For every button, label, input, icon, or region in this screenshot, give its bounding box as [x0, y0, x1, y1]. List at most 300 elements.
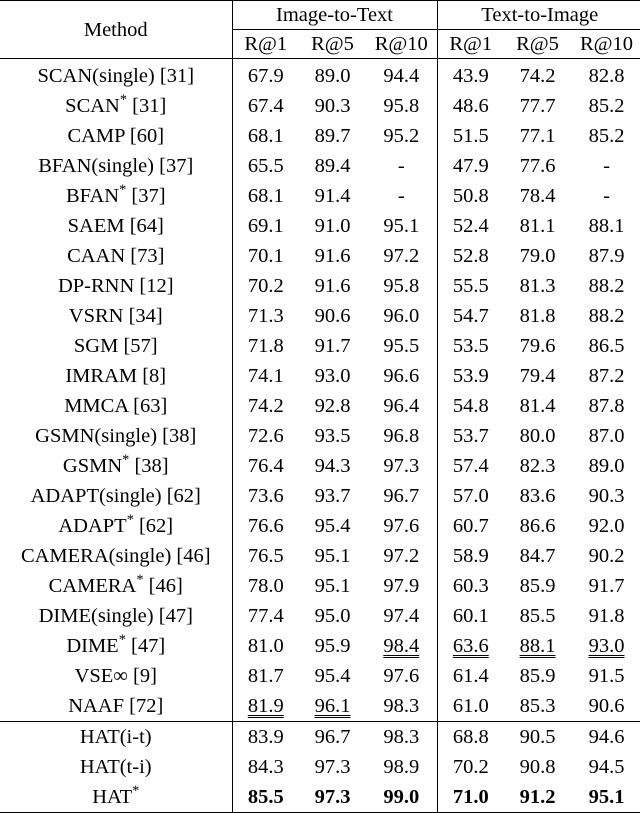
value-cell — [571, 331, 640, 361]
value-text: 74.2 — [519, 65, 556, 87]
method-cell: HAT(t-i) — [0, 752, 232, 782]
value-cell — [437, 91, 504, 121]
value-text: 78.0 — [247, 575, 284, 597]
value-cell — [571, 752, 640, 782]
value-cell — [504, 301, 571, 331]
value-text: 70.2 — [452, 756, 489, 778]
value-text: 87.9 — [588, 245, 625, 267]
value-text: 82.3 — [519, 455, 556, 477]
method-header: Method — [0, 1, 232, 59]
value-cell — [366, 421, 437, 451]
table-row — [0, 91, 640, 121]
value-text: 97.6 — [383, 515, 420, 537]
value-cell — [571, 391, 640, 421]
metric-header: R@10 — [366, 30, 437, 59]
method-cell: DIME(single) [47] — [0, 601, 232, 631]
value-text: 72.6 — [247, 425, 284, 447]
table-row — [0, 331, 640, 361]
value-text: 43.9 — [452, 65, 489, 87]
value-cell — [299, 181, 366, 211]
value-cell — [232, 211, 299, 241]
value-text: 52.4 — [452, 215, 489, 237]
method-cell: BFAN(single) [37] — [0, 151, 232, 181]
value-text: 67.9 — [247, 65, 284, 87]
value-cell — [366, 391, 437, 421]
value-text: 95.4 — [314, 515, 351, 537]
value-cell — [571, 541, 640, 571]
table-row — [0, 181, 640, 211]
value-cell — [366, 782, 437, 813]
value-cell — [299, 391, 366, 421]
value-cell — [571, 661, 640, 691]
method-cell: SCAN(single) [31] — [0, 59, 232, 92]
value-text: 81.0 — [247, 635, 284, 657]
method-cell: CAAN [73] — [0, 241, 232, 271]
value-text: 93.7 — [314, 485, 351, 507]
value-cell — [437, 451, 504, 481]
value-text: 85.2 — [588, 125, 625, 147]
value-text: 90.8 — [519, 756, 556, 778]
value-cell — [571, 59, 640, 92]
value-text: 91.8 — [588, 605, 625, 627]
value-cell — [366, 451, 437, 481]
value-text: 77.7 — [519, 95, 556, 117]
value-cell — [504, 391, 571, 421]
method-cell: GSMN(single) [38] — [0, 421, 232, 451]
value-text: 60.3 — [452, 575, 489, 597]
method-cell: VSRN [34] — [0, 301, 232, 331]
value-cell — [232, 301, 299, 331]
method-cell: HAT(i-t) — [0, 722, 232, 753]
value-text: 97.2 — [383, 245, 420, 267]
value-cell — [366, 271, 437, 301]
metric-header: R@5 — [504, 30, 571, 59]
method-cell: CAMP [60] — [0, 121, 232, 151]
metric-header: R@10 — [571, 30, 640, 59]
value-cell — [299, 331, 366, 361]
value-text: 90.6 — [314, 305, 351, 327]
table-row — [0, 571, 640, 601]
value-cell — [366, 691, 437, 722]
value-text: 96.7 — [314, 726, 351, 748]
value-text: 95.0 — [314, 605, 351, 627]
value-text: 95.8 — [383, 275, 420, 297]
method-cell: DP-RNN [12] — [0, 271, 232, 301]
value-text: 79.0 — [519, 245, 556, 267]
value-cell — [571, 361, 640, 391]
method-cell: DIME* [47] — [0, 631, 232, 661]
value-text: 81.1 — [519, 215, 556, 237]
value-cell — [437, 211, 504, 241]
value-cell — [299, 241, 366, 271]
value-cell — [366, 481, 437, 511]
value-cell — [504, 271, 571, 301]
value-cell — [571, 481, 640, 511]
value-cell — [232, 752, 299, 782]
value-cell — [299, 151, 366, 181]
value-cell — [232, 451, 299, 481]
value-text: 70.2 — [247, 275, 284, 297]
value-text: 53.7 — [452, 425, 489, 447]
value-text: 77.6 — [519, 155, 556, 177]
value-text: 53.9 — [452, 365, 489, 387]
value-cell — [366, 151, 437, 181]
value-cell — [437, 271, 504, 301]
value-text: 86.5 — [588, 335, 625, 357]
value-cell — [366, 661, 437, 691]
value-text: 67.4 — [247, 95, 284, 117]
value-cell — [437, 691, 504, 722]
value-cell — [504, 691, 571, 722]
value-text: 91.6 — [314, 245, 351, 267]
value-cell — [232, 91, 299, 121]
value-cell — [232, 722, 299, 753]
value-cell — [504, 59, 571, 92]
value-text: 80.0 — [519, 425, 556, 447]
value-cell — [299, 691, 366, 722]
value-text: 95.9 — [314, 635, 351, 657]
value-text: 95.4 — [314, 665, 351, 687]
value-text: - — [397, 155, 405, 177]
value-cell — [366, 752, 437, 782]
value-cell — [299, 451, 366, 481]
value-cell — [504, 782, 571, 813]
value-cell — [571, 151, 640, 181]
value-text: 96.0 — [383, 305, 420, 327]
value-cell — [504, 331, 571, 361]
value-text: 88.2 — [588, 305, 625, 327]
value-text: 94.3 — [314, 455, 351, 477]
value-text: 96.4 — [383, 395, 420, 417]
value-cell — [504, 151, 571, 181]
value-text: - — [397, 185, 405, 207]
table-row — [0, 301, 640, 331]
value-text: 91.4 — [314, 185, 351, 207]
value-cell — [437, 181, 504, 211]
value-text: 71.0 — [452, 786, 489, 808]
value-text: 90.3 — [314, 95, 351, 117]
metric-header: R@1 — [232, 30, 299, 59]
value-text: 96.1 — [314, 695, 351, 717]
value-cell — [232, 241, 299, 271]
value-cell — [232, 151, 299, 181]
table-row — [0, 59, 640, 92]
value-cell — [437, 121, 504, 151]
value-text: 76.5 — [247, 545, 284, 567]
table-row — [0, 722, 640, 753]
value-text: - — [603, 155, 610, 177]
metric-header: R@5 — [299, 30, 366, 59]
value-text: 91.2 — [519, 786, 556, 808]
value-cell — [437, 421, 504, 451]
value-text: 85.3 — [519, 695, 556, 717]
value-cell — [299, 421, 366, 451]
value-text: 90.3 — [588, 485, 625, 507]
value-text: 84.7 — [519, 545, 556, 567]
value-cell — [437, 391, 504, 421]
value-text: 97.9 — [383, 575, 420, 597]
value-cell — [232, 601, 299, 631]
value-cell — [299, 271, 366, 301]
value-cell — [366, 601, 437, 631]
method-cell: HAT* — [0, 782, 232, 813]
value-text: 91.7 — [588, 575, 625, 597]
value-cell — [437, 782, 504, 813]
value-text: 89.7 — [314, 125, 351, 147]
table-row — [0, 421, 640, 451]
value-cell — [299, 91, 366, 121]
value-cell — [299, 59, 366, 92]
value-text: 96.6 — [383, 365, 420, 387]
value-text: 74.1 — [247, 365, 284, 387]
group-header-image-to-text: Image-to-Text — [232, 1, 437, 30]
value-text: 96.8 — [383, 425, 420, 447]
value-text: 95.1 — [588, 786, 625, 808]
value-cell — [504, 631, 571, 661]
value-cell — [437, 631, 504, 661]
value-cell — [232, 421, 299, 451]
value-cell — [437, 59, 504, 92]
value-text: 98.4 — [383, 635, 420, 657]
value-text: 81.7 — [247, 665, 284, 687]
value-cell — [232, 331, 299, 361]
value-cell — [366, 301, 437, 331]
value-cell — [571, 91, 640, 121]
value-text: 68.1 — [247, 125, 284, 147]
value-cell — [571, 301, 640, 331]
value-text: 47.9 — [452, 155, 489, 177]
value-cell — [232, 271, 299, 301]
table-row — [0, 541, 640, 571]
value-cell — [299, 782, 366, 813]
value-cell — [504, 571, 571, 601]
value-cell — [504, 121, 571, 151]
value-cell — [571, 271, 640, 301]
value-cell — [571, 571, 640, 601]
value-cell — [299, 722, 366, 753]
value-text: 68.8 — [452, 726, 489, 748]
value-text: 79.6 — [519, 335, 556, 357]
value-text: 93.5 — [314, 425, 351, 447]
value-cell — [571, 451, 640, 481]
value-cell — [504, 541, 571, 571]
value-cell — [571, 241, 640, 271]
table-row — [0, 691, 640, 722]
value-cell — [232, 631, 299, 661]
value-text: 91.5 — [588, 665, 625, 687]
table-row — [0, 151, 640, 181]
value-text: 52.8 — [452, 245, 489, 267]
value-text: 95.1 — [314, 575, 351, 597]
value-cell — [504, 481, 571, 511]
method-cell: NAAF [72] — [0, 691, 232, 722]
value-text: 70.1 — [247, 245, 284, 267]
value-cell — [366, 91, 437, 121]
value-text: 73.6 — [247, 485, 284, 507]
value-text: 97.3 — [383, 455, 420, 477]
value-text: 87.2 — [588, 365, 625, 387]
value-text: 98.3 — [383, 695, 420, 717]
value-text: 69.1 — [247, 215, 284, 237]
value-cell — [299, 511, 366, 541]
value-cell — [437, 541, 504, 571]
value-cell — [571, 601, 640, 631]
method-cell: MMCA [63] — [0, 391, 232, 421]
value-text: 91.0 — [314, 215, 351, 237]
method-cell: BFAN* [37] — [0, 181, 232, 211]
value-cell — [571, 181, 640, 211]
value-text: 65.5 — [247, 155, 284, 177]
value-cell — [504, 601, 571, 631]
value-text: 77.4 — [247, 605, 284, 627]
method-cell: CAMERA(single) [46] — [0, 541, 232, 571]
value-text: 57.0 — [452, 485, 489, 507]
value-text: 87.8 — [588, 395, 625, 417]
value-text: 95.1 — [383, 215, 420, 237]
value-text: 90.2 — [588, 545, 625, 567]
value-cell — [232, 59, 299, 92]
value-cell — [366, 59, 437, 92]
method-cell: IMRAM [8] — [0, 361, 232, 391]
value-text: 51.5 — [452, 125, 489, 147]
value-text: 91.6 — [314, 275, 351, 297]
value-cell — [437, 752, 504, 782]
value-cell — [299, 631, 366, 661]
value-text: 77.1 — [519, 125, 556, 147]
value-text: 57.4 — [452, 455, 489, 477]
value-text: 98.3 — [383, 726, 420, 748]
value-cell — [504, 421, 571, 451]
table-row — [0, 391, 640, 421]
value-cell — [504, 752, 571, 782]
table-row — [0, 361, 640, 391]
value-text: 88.1 — [519, 635, 556, 657]
value-cell — [366, 361, 437, 391]
value-text: 78.4 — [519, 185, 556, 207]
value-text: 97.2 — [383, 545, 420, 567]
value-cell — [571, 691, 640, 722]
value-text: 60.7 — [452, 515, 489, 537]
value-text: 61.0 — [452, 695, 489, 717]
value-cell — [571, 421, 640, 451]
value-text: 85.2 — [588, 95, 625, 117]
value-cell — [366, 241, 437, 271]
method-cell: SCAN* [31] — [0, 91, 232, 121]
value-cell — [366, 571, 437, 601]
value-text: 90.5 — [519, 726, 556, 748]
value-text: 84.3 — [247, 756, 284, 778]
value-cell — [299, 481, 366, 511]
table-row — [0, 752, 640, 782]
value-cell — [504, 211, 571, 241]
value-cell — [299, 661, 366, 691]
value-text: 90.6 — [588, 695, 625, 717]
value-text: 81.4 — [519, 395, 556, 417]
table-row — [0, 451, 640, 481]
value-cell — [366, 631, 437, 661]
value-text: 87.0 — [588, 425, 625, 447]
value-text: 63.6 — [452, 635, 489, 657]
value-text: 68.1 — [247, 185, 284, 207]
value-cell — [437, 571, 504, 601]
value-cell — [504, 361, 571, 391]
value-cell — [366, 331, 437, 361]
method-cell: SGM [57] — [0, 331, 232, 361]
value-cell — [366, 511, 437, 541]
value-text: 96.7 — [383, 485, 420, 507]
value-cell — [299, 301, 366, 331]
value-text: 91.7 — [314, 335, 351, 357]
value-text: 99.0 — [383, 786, 420, 808]
value-cell — [366, 121, 437, 151]
value-text: 95.2 — [383, 125, 420, 147]
value-text: 97.3 — [314, 786, 351, 808]
table-row — [0, 601, 640, 631]
value-text: 85.5 — [247, 786, 284, 808]
value-text: 95.5 — [383, 335, 420, 357]
value-text: 94.5 — [588, 756, 625, 778]
value-text: 83.9 — [247, 726, 284, 748]
value-cell — [571, 631, 640, 661]
value-text: 85.9 — [519, 575, 556, 597]
value-cell — [571, 511, 640, 541]
value-text: 81.3 — [519, 275, 556, 297]
value-text: 92.8 — [314, 395, 351, 417]
value-cell — [437, 361, 504, 391]
value-cell — [232, 691, 299, 722]
value-cell — [504, 661, 571, 691]
value-text: 94.4 — [383, 65, 420, 87]
value-cell — [232, 571, 299, 601]
value-cell — [504, 91, 571, 121]
value-cell — [571, 211, 640, 241]
method-cell: VSE∞ [9] — [0, 661, 232, 691]
table-row — [0, 211, 640, 241]
value-text: 58.9 — [452, 545, 489, 567]
value-text: 81.8 — [519, 305, 556, 327]
value-cell — [437, 661, 504, 691]
value-text: 53.5 — [452, 335, 489, 357]
table-row — [0, 271, 640, 301]
value-cell — [232, 541, 299, 571]
value-cell — [437, 331, 504, 361]
value-cell — [232, 481, 299, 511]
table-row — [0, 241, 640, 271]
value-text: 85.5 — [519, 605, 556, 627]
value-cell — [232, 121, 299, 151]
table-row — [0, 661, 640, 691]
value-cell — [571, 782, 640, 813]
metric-header: R@1 — [437, 30, 504, 59]
value-text: 71.8 — [247, 335, 284, 357]
value-text: 86.6 — [519, 515, 556, 537]
method-cell: ADAPT(single) [62] — [0, 481, 232, 511]
value-cell — [504, 511, 571, 541]
value-text: 79.4 — [519, 365, 556, 387]
value-text: 55.5 — [452, 275, 489, 297]
value-cell — [366, 181, 437, 211]
value-cell — [232, 661, 299, 691]
value-cell — [299, 361, 366, 391]
value-cell — [299, 752, 366, 782]
value-text: 97.3 — [314, 756, 351, 778]
value-cell — [504, 181, 571, 211]
value-text: 71.3 — [247, 305, 284, 327]
value-text: 54.8 — [452, 395, 489, 417]
value-cell — [299, 211, 366, 241]
value-cell — [299, 121, 366, 151]
value-text: 88.2 — [588, 275, 625, 297]
